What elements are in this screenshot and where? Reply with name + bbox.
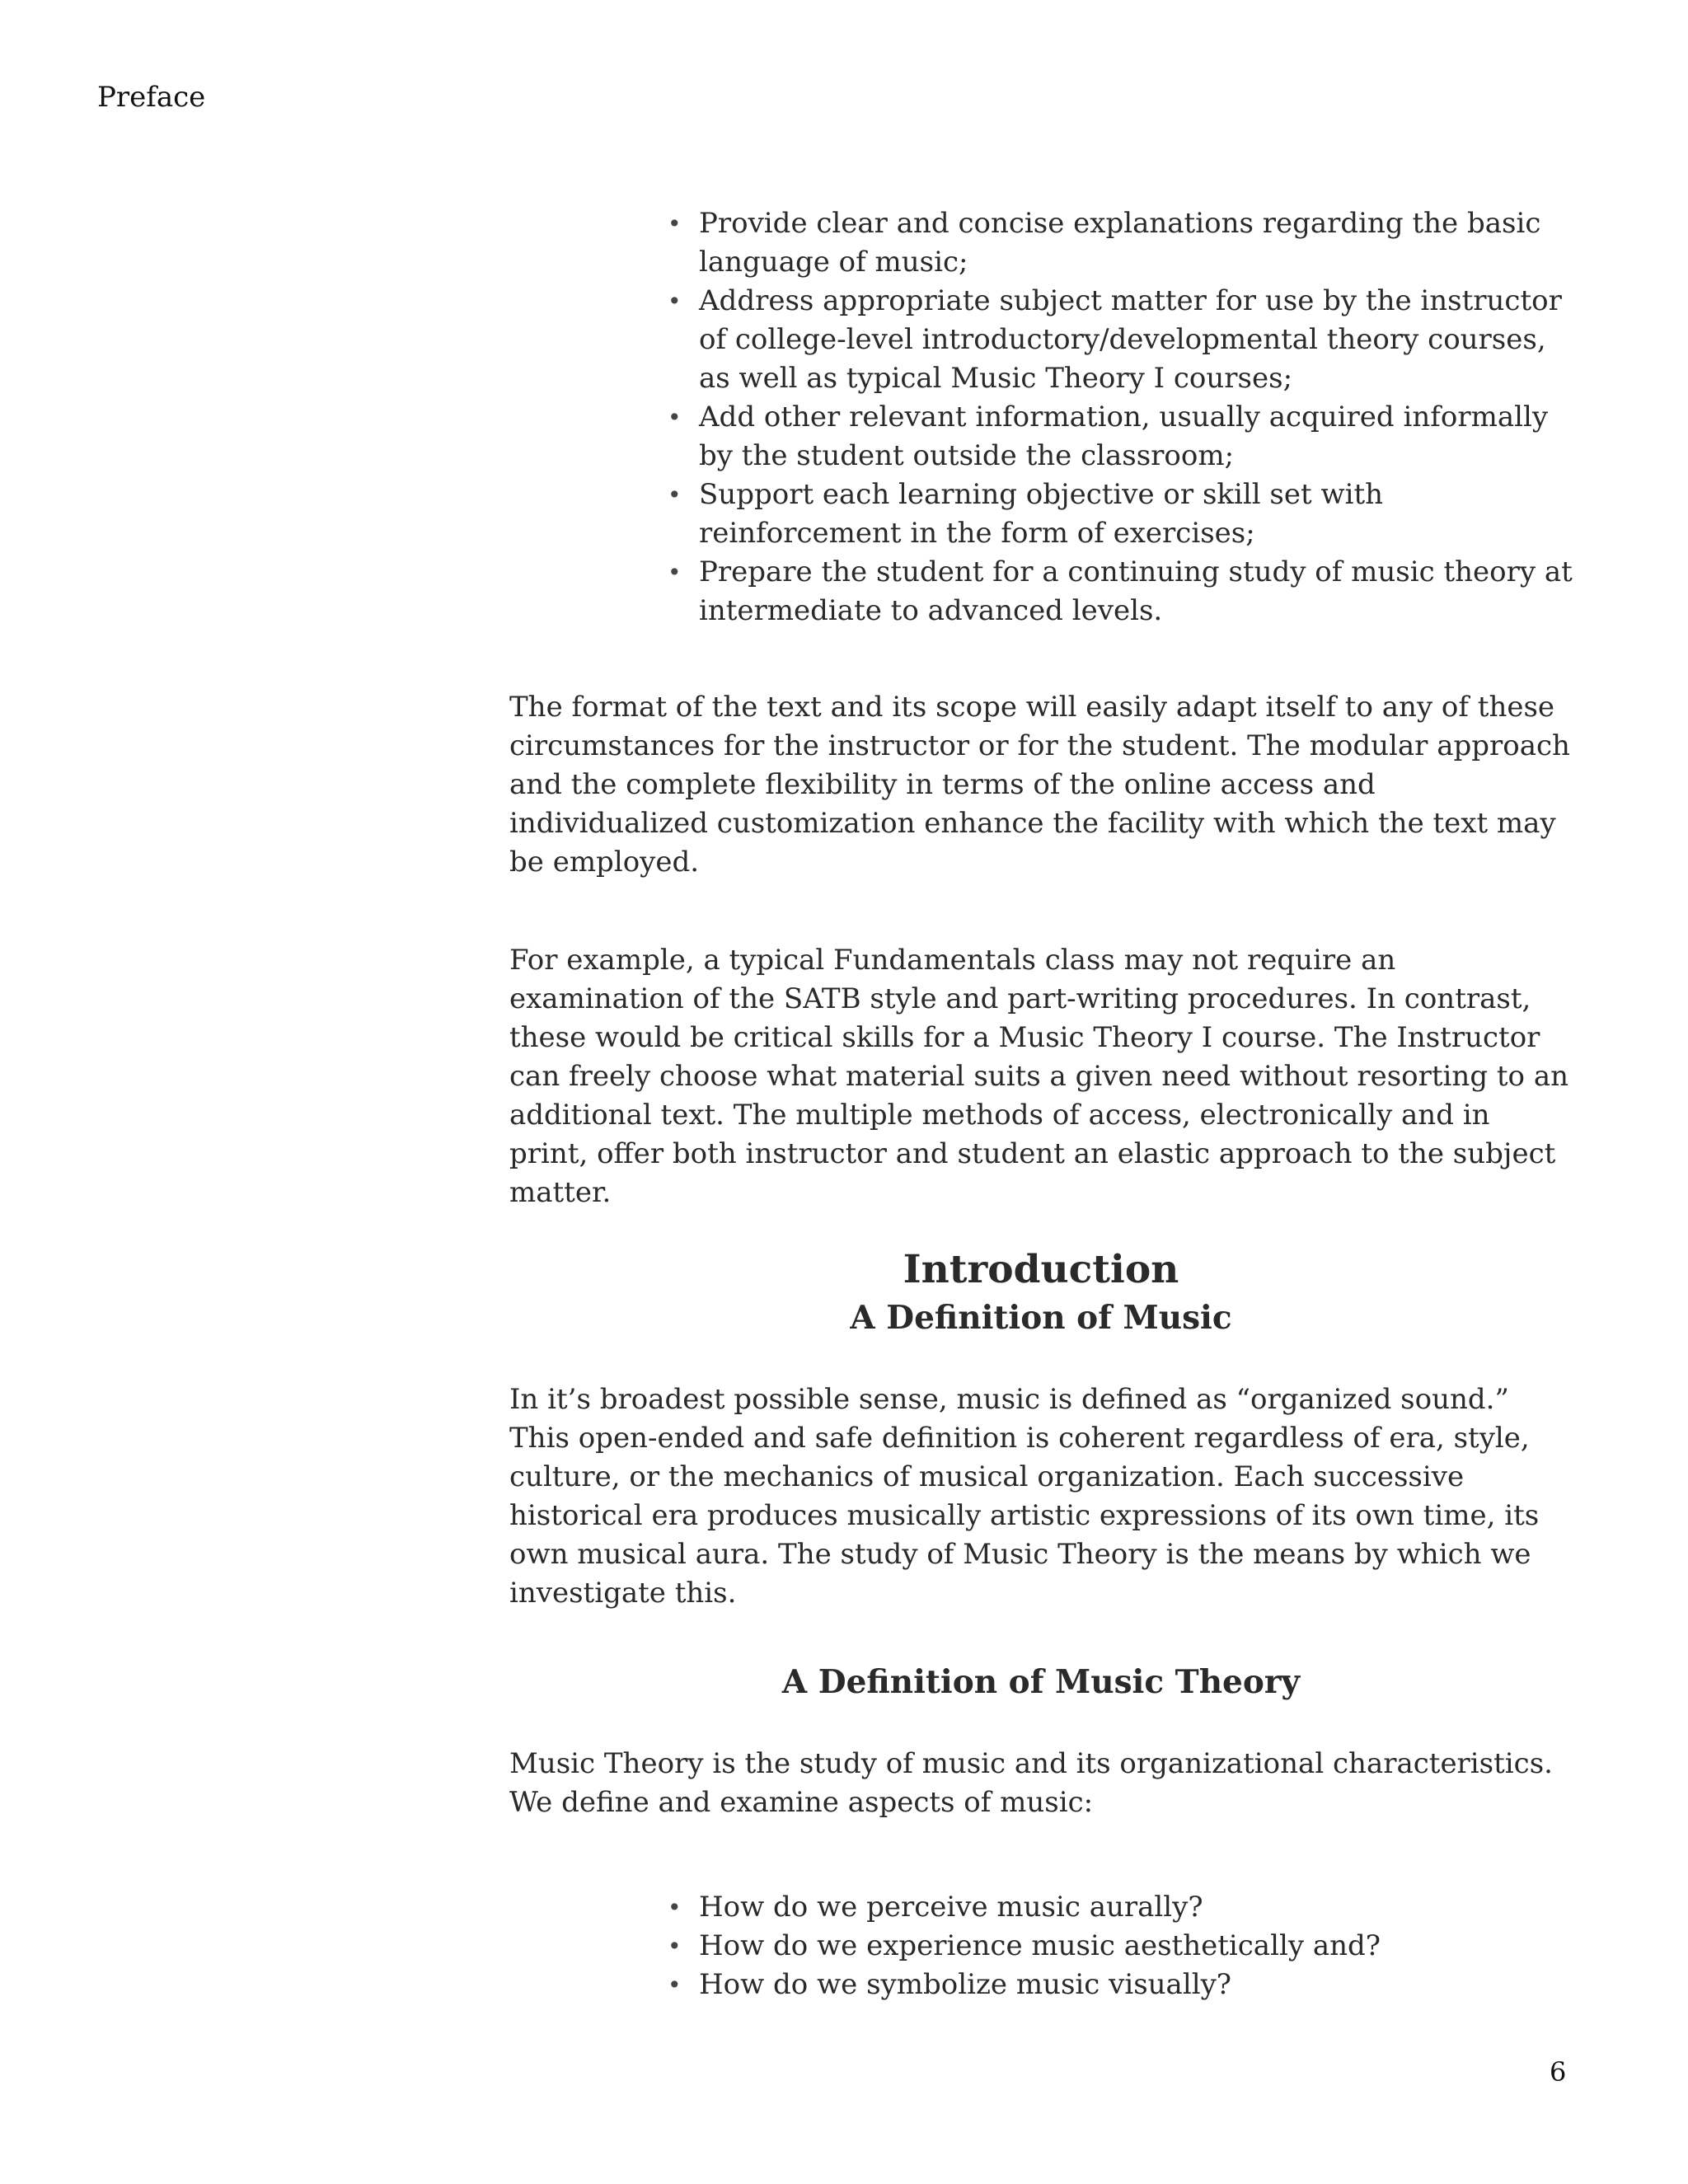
introduction-heading: Introduction	[903, 1247, 1179, 1292]
definition-of-music-heading: A Definition of Music	[850, 1299, 1232, 1337]
list-item	[668, 553, 1573, 630]
bullet-icon: •	[668, 210, 682, 237]
list-item	[668, 204, 1573, 282]
example-paragraph: For example, a typical Fundamentals class may not require an examination of the SATB style and part-writing procedures. In contrast, these would be critical skills for a Music Theory I course. The Instructor can freely choose what material suits a given need without resorting to an additional text. The multiple methods of access, electronically and in print, offer both instructor and student an elastic approach to the subject matter.	[509, 944, 1568, 1209]
bullet-icon: •	[668, 1894, 682, 1921]
list-item	[668, 398, 1573, 476]
list-item	[668, 282, 1573, 398]
list-item	[668, 1888, 1573, 1927]
list-item-text: Prepare the student for a continuing study of music theory at intermediate to advanced levels.	[699, 555, 1573, 627]
definition-music-paragraph: In it’s broadest possible sense, music is defined as “organized sound.” This open-ended and safe definition is coherent regardless of era, style, culture, or the mechanics of musical organization. Each successive historical era produces musically artistic expressions of its own time, its own musical aura. The study of Music Theory is the means by which we investigate this.	[509, 1383, 1540, 1610]
list-item-text: How do we experience music aesthetically and?	[699, 1929, 1381, 1962]
objectives-list	[509, 204, 1573, 630]
list-item-text: Provide clear and concise explanations regarding the basic language of music;	[699, 207, 1541, 279]
list-item-text: Support each learning objective or skill set with reinforcement in the form of exercises;	[699, 478, 1384, 550]
definition-of-music-theory-heading: A Definition of Music Theory	[781, 1663, 1301, 1701]
bullet-icon: •	[668, 1971, 682, 1999]
list-item-text: Add other relevant information, usually acquired informally by the student outside the classroom;	[699, 401, 1549, 472]
main-content	[509, 204, 1573, 2004]
bullet-icon: •	[668, 481, 682, 509]
bullet-icon: •	[668, 1933, 682, 1960]
questions-list	[509, 1888, 1573, 2004]
list-item	[668, 1966, 1573, 2004]
bullet-icon: •	[668, 288, 682, 315]
list-item-text: Address appropriate subject matter for use by the instructor of college-level introductory/developmental theory courses, as well as typical Music Theory I courses;	[699, 284, 1562, 395]
list-item-text: How do we perceive music aurally?	[699, 1891, 1203, 1924]
definition-theory-paragraph: Music Theory is the study of music and its organizational characteristics. We define and examine aspects of music:	[509, 1747, 1553, 1819]
list-item	[668, 476, 1573, 553]
list-item	[668, 1927, 1573, 1966]
running-head: Preface	[97, 81, 206, 114]
format-paragraph: The format of the text and its scope will easily adapt itself to any of these circumstances for the instructor or for the student. The modular approach and the complete flexibility in terms of the online access and individualized customization enhance the facility with which the text may be employed.	[509, 691, 1570, 879]
page-number: 6	[1550, 2056, 1567, 2088]
bullet-icon: •	[668, 559, 682, 586]
bullet-icon: •	[668, 404, 682, 431]
list-item-text: How do we symbolize music visually?	[699, 1968, 1232, 2001]
